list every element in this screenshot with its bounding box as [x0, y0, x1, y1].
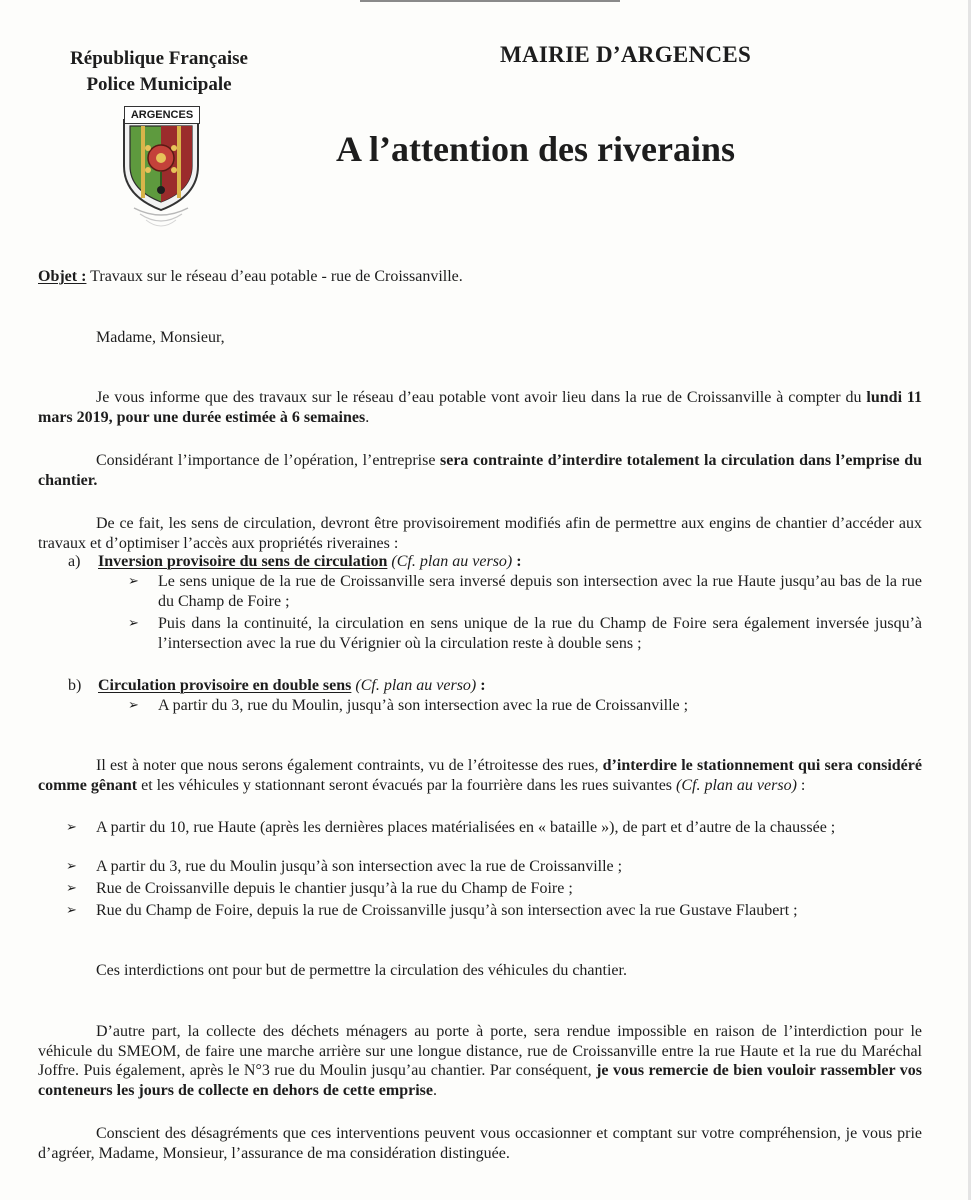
page-title: A l’attention des riverains	[336, 129, 735, 169]
section-a-title: Inversion provisoire du sens de circulation	[98, 553, 388, 570]
paragraph-dates	[38, 388, 922, 427]
arrow-bullet-icon: ➢	[66, 903, 77, 918]
section-b-letter: b)	[68, 677, 82, 694]
paragraph-parking-ref: (Cf. plan au verso)	[676, 776, 797, 794]
salutation: Madame, Monsieur,	[96, 329, 225, 346]
arrow-bullet-icon: ➢	[66, 820, 77, 835]
argences-crest-logo	[118, 104, 204, 232]
paragraph-dates-bold: lundi 11 mars 2019, pour une durée estimée à 6 semaines	[38, 389, 923, 426]
arrow-bullet-icon: ➢	[128, 616, 139, 631]
issuer-block	[34, 46, 284, 98]
paragraph-closure-text: Considérant l’importance de l’opération, l’entreprise	[96, 452, 440, 469]
paragraph-parking	[38, 756, 922, 795]
section-a-ref: (Cf. plan au verso)	[391, 553, 513, 570]
list-item: Rue du Champ de Foire, depuis la rue de Croissanville jusqu’à son intersection avec la rue Gustave Flaubert ;	[96, 902, 798, 919]
section-a-colon: :	[512, 553, 522, 570]
arrow-bullet-icon: ➢	[128, 574, 139, 589]
paragraph-closure	[38, 451, 922, 490]
paragraph-closing: Conscient des désagréments que ces interventions peuvent vous occasionner et comptant sur votre compréhension, je vous prie d’agréer, Madame, Monsieur, l’assurance de ma considération distinguée.	[38, 1125, 922, 1162]
list-item: Puis dans la continuité, la circulation en sens unique de la rue du Champ de Foire sera également inversée jusqu’à l’intersection avec la rue du Vérignier où la circulation reste à double sens ;	[158, 615, 922, 652]
list-item: Le sens unique de la rue de Croissanville sera inversé depuis son intersection avec la rue Haute jusqu’au bas de la rue du Champ de Foire ;	[158, 573, 922, 610]
crest-banner-label: ARGENCES	[124, 106, 200, 124]
paragraph-parking-text: Il est à noter que nous serons également contraints, vu de l’étroitesse des rues,	[96, 757, 603, 774]
section-b-ref: (Cf. plan au verso)	[355, 677, 477, 694]
objet-line	[38, 267, 922, 287]
paragraph-parking-end: :	[796, 776, 806, 794]
section-b-title: Circulation provisoire en double sens	[98, 677, 352, 694]
arrow-bullet-icon: ➢	[128, 698, 139, 713]
section-b-heading	[68, 676, 486, 696]
mairie-heading: MAIRIE D’ARGENCES	[500, 42, 752, 67]
police-label: Police Municipale	[86, 74, 232, 95]
list-item: Rue de Croissanville depuis le chantier jusqu’à la rue du Champ de Foire ;	[96, 880, 573, 897]
section-a-letter: a)	[68, 553, 81, 570]
list-item: A partir du 3, rue du Moulin jusqu’à son intersection avec la rue de Croissanville ;	[96, 858, 623, 875]
section-a-heading	[68, 552, 522, 572]
arrow-bullet-icon: ➢	[66, 859, 77, 874]
list-item: A partir du 3, rue du Moulin, jusqu’à son intersection avec la rue de Croissanville ;	[158, 697, 689, 714]
paragraph-waste-bold: je vous remercie de bien vouloir rassembler vos conteneurs les jours de collecte en dehors de cette emprise	[38, 1062, 922, 1099]
paragraph-waste-text: D’autre part, la collecte des déchets ménagers au porte à porte, sera rendue impossible en raison de l’interdiction pour le véhicule du SMEOM, de faire une marche arrière sur une longue distance, rue de Croissanville entre la rue Haute et la rue du Maréchal Joffre. Puis également, après le N°3 rue du Moulin jusqu’au chantier. Par conséquent,	[38, 1023, 922, 1079]
paragraph-waste	[38, 1022, 922, 1100]
scan-edge-line	[360, 0, 620, 2]
list-item: A partir du 10, rue Haute (après les dernières places matérialisées en « bataille »), de part et d’autre de la chaussée ;	[96, 819, 836, 836]
paragraph-closure-bold: sera contrainte d’interdire totalement la circulation dans l’emprise du chantier.	[38, 452, 922, 489]
paragraph-parking-bold: d’interdire le stationnement qui sera considéré comme gênant	[38, 757, 922, 794]
objet-text: Travaux sur le réseau d’eau potable - rue de Croissanville.	[90, 268, 463, 285]
republique-label: République Française	[70, 48, 248, 69]
objet-label: Objet :	[38, 268, 87, 285]
paragraph-dates-text: Je vous informe que des travaux sur le réseau d’eau potable vont avoir lieu dans la rue de Croissanville à compter du	[96, 389, 867, 406]
paragraph-waste-end: .	[433, 1081, 437, 1099]
arrow-bullet-icon: ➢	[66, 881, 77, 896]
paragraph-purpose: Ces interdictions ont pour but de permettre la circulation des véhicules du chantier.	[96, 962, 627, 979]
paragraph-dates-end: .	[365, 408, 370, 426]
section-b-colon: :	[476, 677, 486, 694]
paragraph-parking-text2: et les véhicules y stationnant seront évacués par la fourrière dans les rues suivantes	[137, 776, 677, 794]
paragraph-circulation: De ce fait, les sens de circulation, devront être provisoirement modifiés afin de permettre aux engins de chantier d’accéder aux travaux et d’optimiser l’accès aux propriétés riveraines :	[38, 515, 922, 552]
